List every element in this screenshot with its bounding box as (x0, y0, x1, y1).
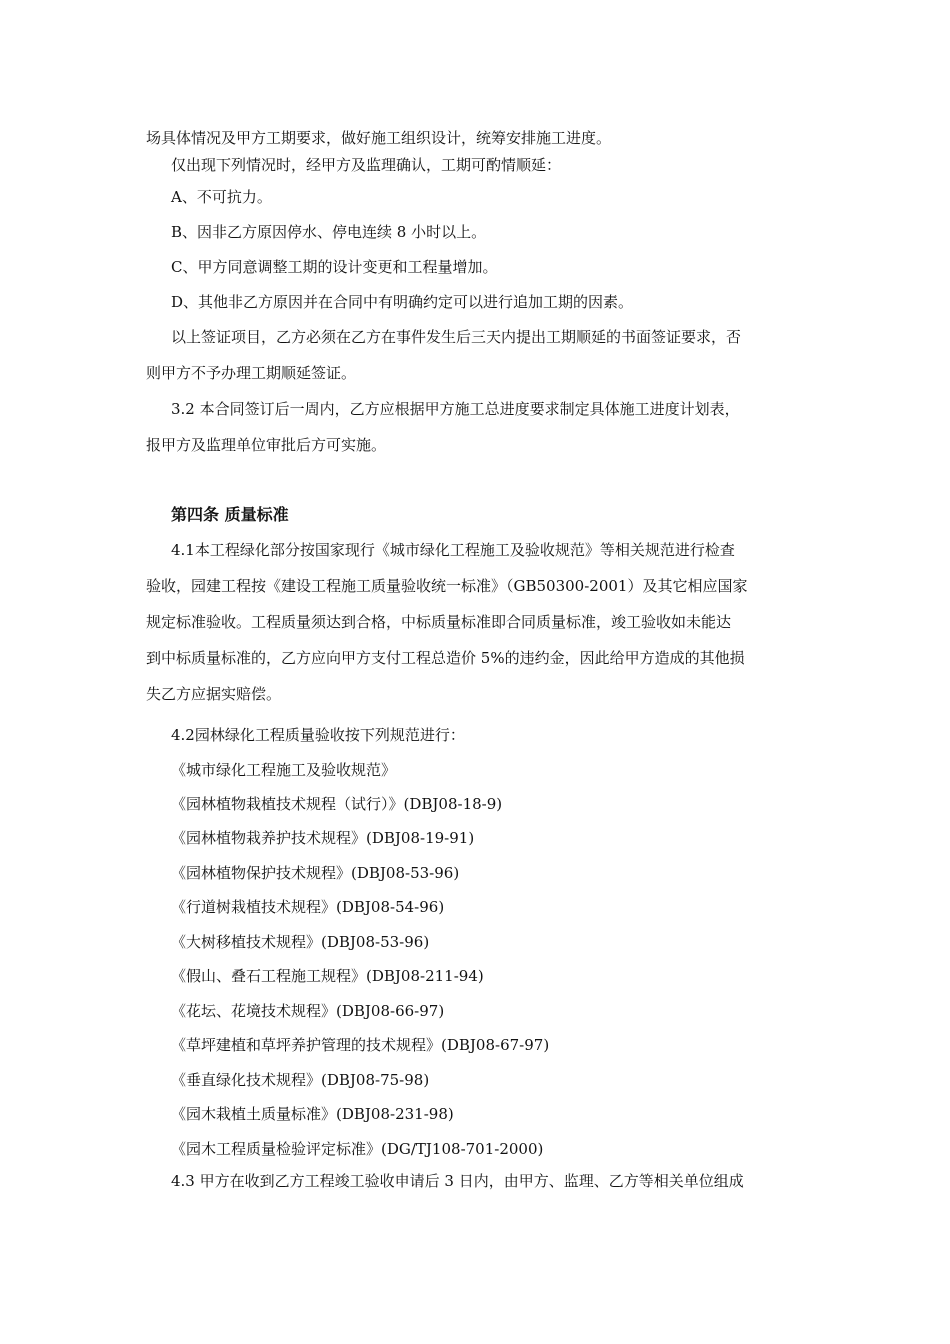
text-line: B、因非乙方原因停水、停电连续 8 小时以上。 (171, 223, 487, 241)
text-line: 《园林植物栽养护技术规程》(DBJ08-19-91) (171, 829, 475, 847)
text-line: C、甲方同意调整工期的设计变更和工程量增加。 (171, 258, 498, 276)
text-line: 失乙方应据实赔偿。 (146, 685, 282, 703)
text-line: 3.2 本合同签订后一周内，乙方应根据甲方施工总进度要求制定具体施工进度计划表， (171, 400, 740, 418)
text-line: 验收，园建工程按《建设工程施工质量验收统一标准》（GB50300-2001）及其它相应国家 (146, 577, 748, 595)
text-line: 《园木栽植土质量标准》(DBJ08-231-98) (171, 1105, 454, 1123)
section-heading: 第四条 质量标准 (171, 505, 289, 524)
text-line: 《园木工程质量检验评定标准》(DG/TJ108-701-2000) (171, 1140, 544, 1158)
text-line: 场具体情况及甲方工期要求，做好施工组织设计，统筹安排施工进度。 (146, 129, 612, 147)
text-line: 《花坛、花境技术规程》(DBJ08-66-97) (171, 1002, 445, 1020)
text-line: 仅出现下列情况时，经甲方及监理确认，工期可酌情顺延： (171, 156, 562, 174)
text-line: 4.2园林绿化工程质量验收按下列规范进行： (171, 726, 465, 744)
text-line: 规定标准验收。工程质量须达到合格，中标质量标准即合同质量标准，竣工验收如未能达 (146, 613, 732, 631)
text-line: 以上签证项目，乙方必须在乙方在事件发生后三天内提出工期顺延的书面签证要求，否 (171, 328, 742, 346)
text-line: 报甲方及监理单位审批后方可实施。 (146, 436, 387, 454)
text-line: 《行道树栽植技术规程》(DBJ08-54-96) (171, 898, 445, 916)
text-line: 到中标质量标准的，乙方应向甲方支付工程总造价 5%的违约金，因此给甲方造成的其他损 (146, 649, 745, 667)
text-line: 《草坪建植和草坪养护管理的技术规程》(DBJ08-67-97) (171, 1036, 550, 1054)
text-line: 则甲方不予办理工期顺延签证。 (146, 364, 357, 382)
text-line: 《垂直绿化技术规程》(DBJ08-75-98) (171, 1071, 430, 1089)
text-line: D、其他非乙方原因并在合同中有明确约定可以进行追加工期的因素。 (171, 293, 634, 311)
text-line: 《大树移植技术规程》(DBJ08-53-96) (171, 933, 430, 951)
text-line: 4.3 甲方在收到乙方工程竣工验收申请后 3 日内，由甲方、监理、乙方等相关单位组成 (171, 1172, 744, 1190)
text-line: 《城市绿化工程施工及验收规范》 (171, 761, 397, 779)
text-line: 《园林植物栽植技术规程（试行）》(DBJ08-18-9) (171, 795, 503, 813)
text-line: A、不可抗力。 (171, 188, 272, 206)
text-line: 《假山、叠石工程施工规程》(DBJ08-211-94) (171, 967, 484, 985)
text-line: 《园林植物保护技术规程》(DBJ08-53-96) (171, 864, 460, 882)
text-line: 4.1本工程绿化部分按国家现行《城市绿化工程施工及验收规范》等相关规范进行检查 (171, 541, 735, 559)
